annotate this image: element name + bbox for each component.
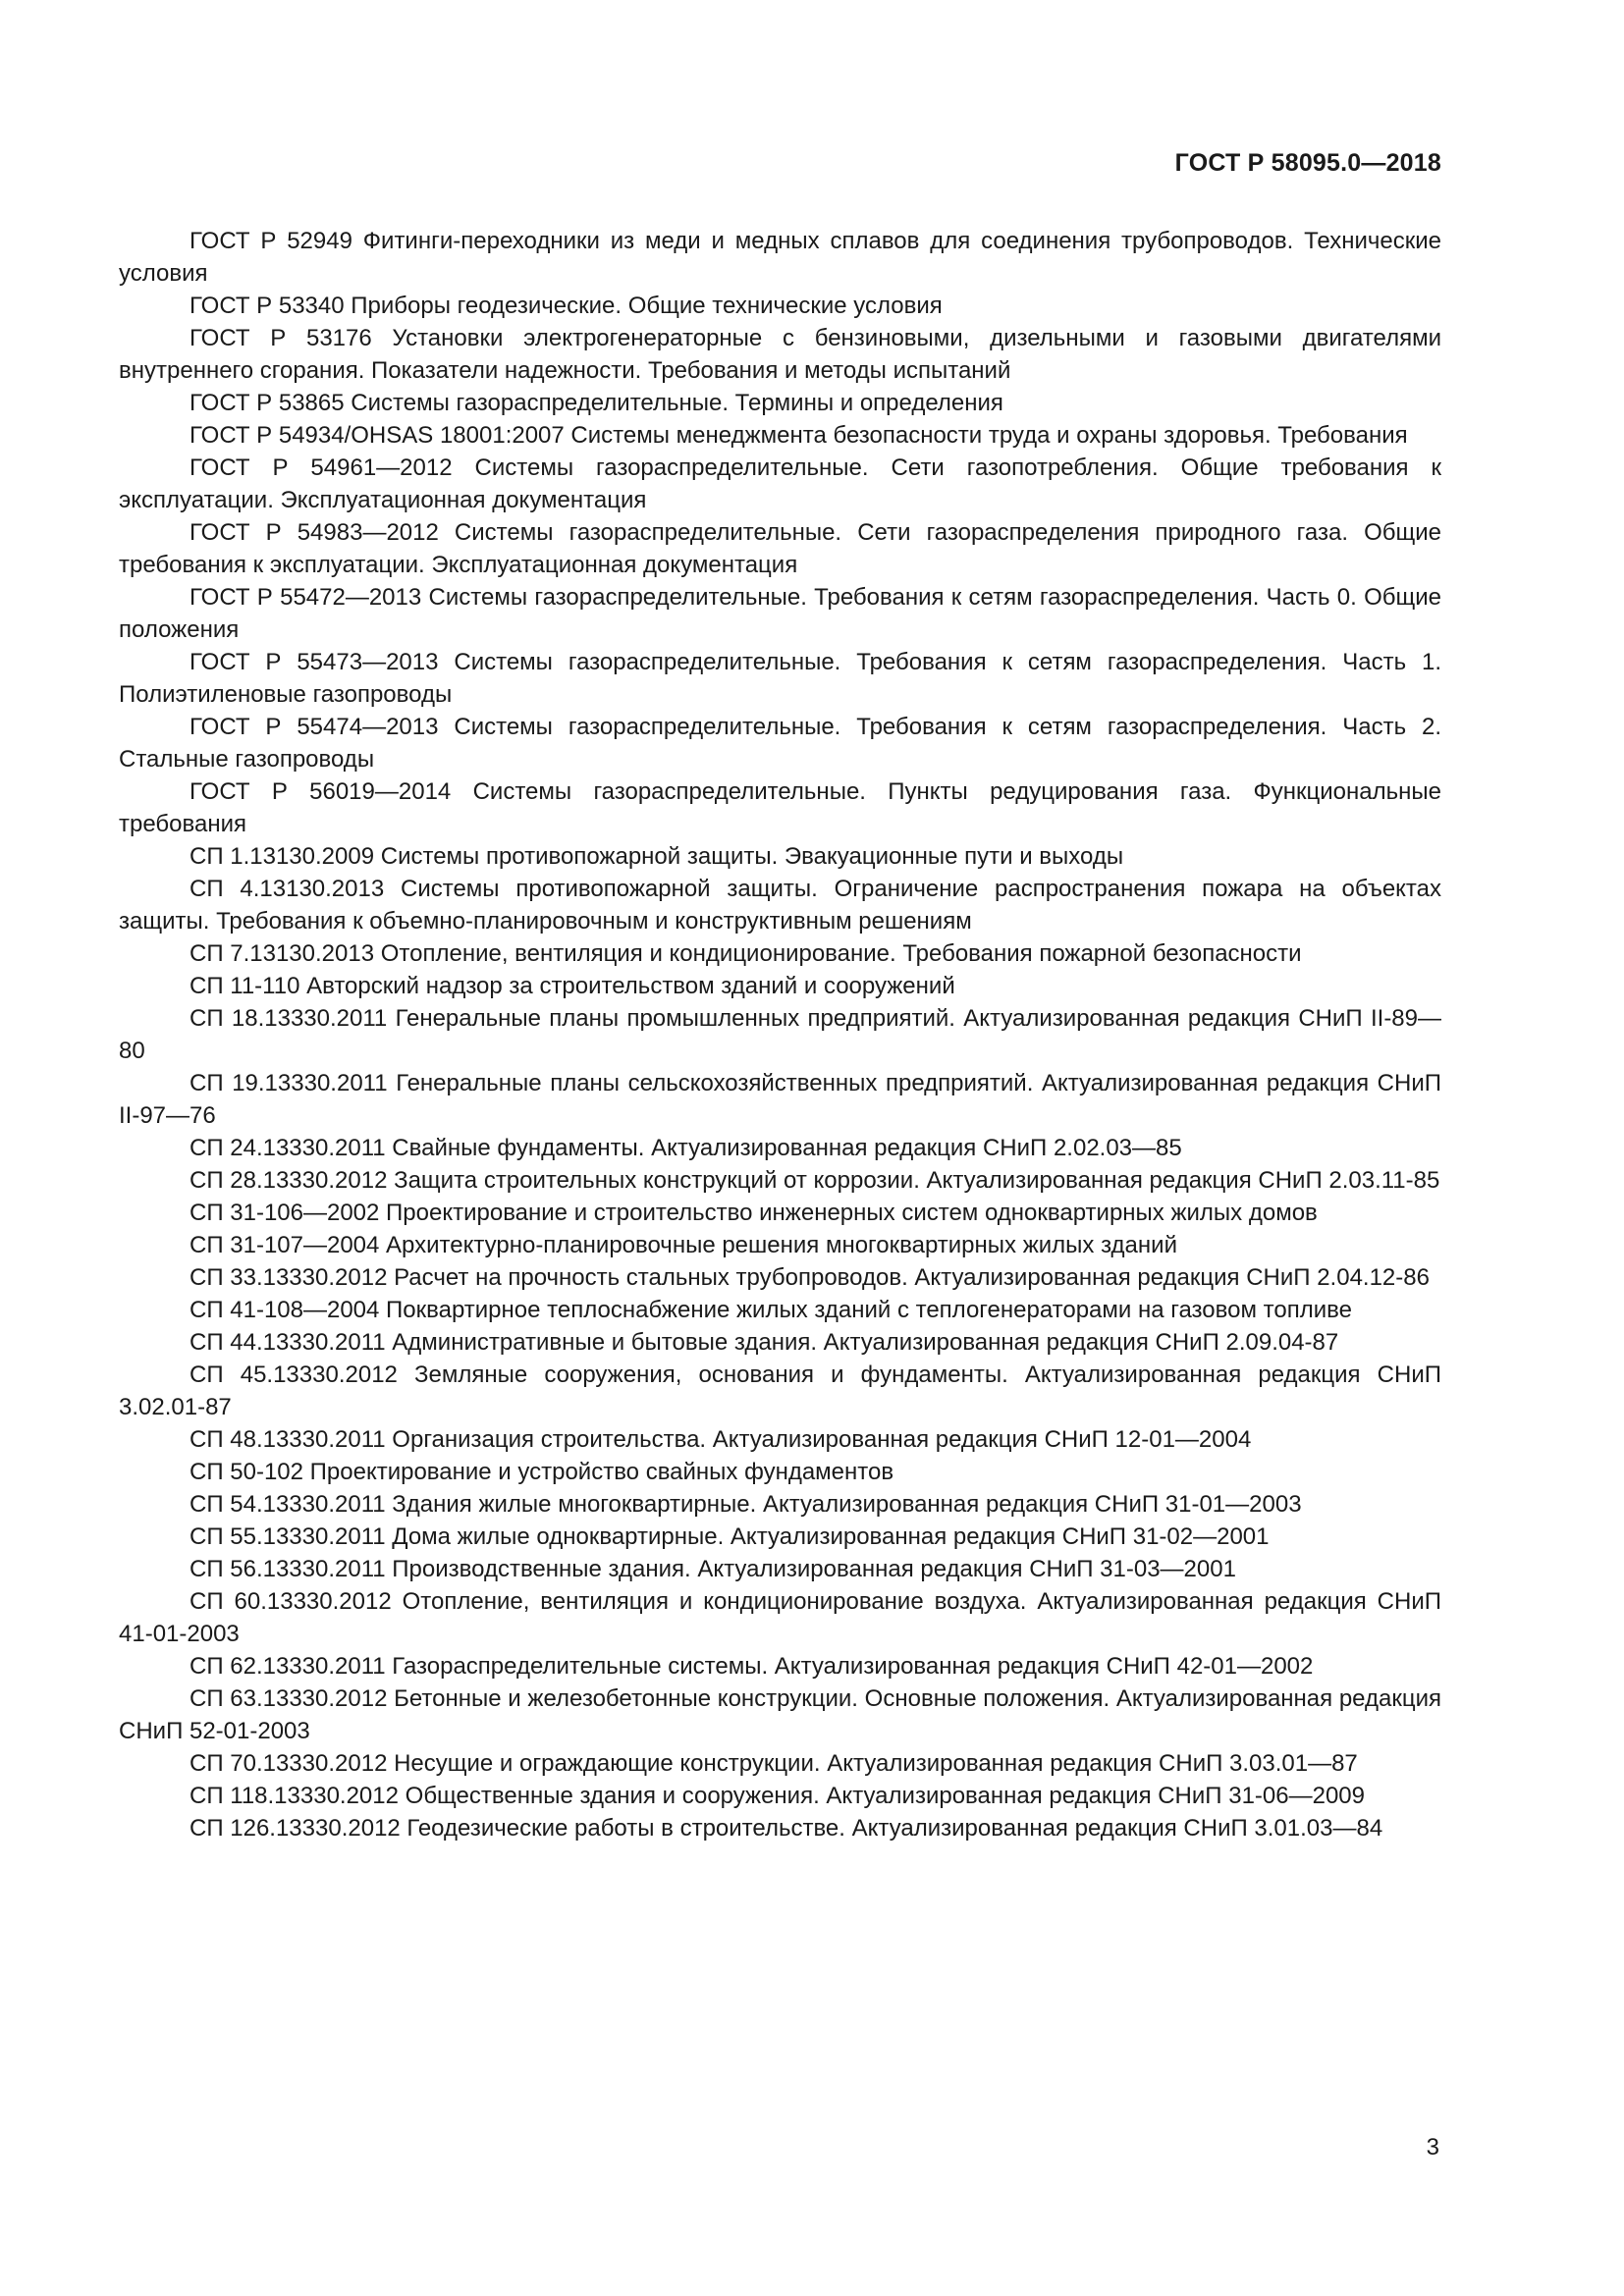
reference-item: СП 28.13330.2012 Защита строительных конструкций от коррозии. Актуализированная редакция СНиП 2.03.11-85 xyxy=(189,1167,1440,1194)
reference-item: СП 63.13330.2012 Бетонные и железобетонные конструкции. Основные положения. Актуализированная редакция СНиП 52-01-2003 xyxy=(119,1685,1441,1744)
reference-item: ГОСТ Р 53176 Установки электрогенераторные с бензиновыми, дизельными и газовыми двигателями внутреннего сгорания. Показатели надежности. Требования и методы испытаний xyxy=(119,325,1441,384)
reference-item: ГОСТ Р 54961—2012 Системы газораспределительные. Сети газопотребления. Общие требования к эксплуатации. Эксплуатационная документация xyxy=(119,454,1441,513)
reference-item: СП 62.13330.2011 Газораспределительные системы. Актуализированная редакция СНиП 42-01—2002 xyxy=(189,1653,1314,1680)
reference-item: ГОСТ Р 55472—2013 Системы газораспределительные. Требования к сетям газораспределения. Часть 0. Общие положения xyxy=(119,584,1441,643)
normative-references-list xyxy=(119,225,1441,1844)
reference-item: СП 24.13330.2011 Свайные фундаменты. Актуализированная редакция СНиП 2.02.03—85 xyxy=(189,1135,1182,1161)
reference-item: СП 44.13330.2011 Административные и бытовые здания. Актуализированная редакция СНиП 2.09.04-87 xyxy=(189,1329,1339,1356)
reference-item: СП 33.13330.2012 Расчет на прочность стальных трубопроводов. Актуализированная редакция СНиП 2.04.12-86 xyxy=(189,1264,1430,1291)
reference-item: СП 50-102 Проектирование и устройство свайных фундаментов xyxy=(189,1459,894,1485)
reference-item: СП 18.13330.2011 Генеральные планы промышленных предприятий. Актуализированная редакция СНиП II-89—80 xyxy=(119,1005,1441,1064)
reference-item: СП 70.13330.2012 Несущие и ограждающие конструкции. Актуализированная редакция СНиП 3.03.01—87 xyxy=(189,1750,1358,1777)
reference-item: СП 19.13330.2011 Генеральные планы сельскохозяйственных предприятий. Актуализированная редакция СНиП II-97—76 xyxy=(119,1070,1441,1129)
reference-item: СП 7.13130.2013 Отопление, вентиляция и кондиционирование. Требования пожарной безопасности xyxy=(189,940,1302,967)
reference-item: СП 118.13330.2012 Общественные здания и сооружения. Актуализированная редакция СНиП 31-06—2009 xyxy=(189,1783,1365,1809)
reference-item: СП 48.13330.2011 Организация строительства. Актуализированная редакция СНиП 12-01—2004 xyxy=(189,1426,1252,1453)
reference-item: ГОСТ Р 52949 Фитинги-переходники из меди и медных сплавов для соединения трубопроводов. Технические условия xyxy=(119,228,1441,287)
reference-item: СП 54.13330.2011 Здания жилые многоквартирные. Актуализированная редакция СНиП 31-01—2003 xyxy=(189,1491,1302,1518)
reference-item: СП 60.13330.2012 Отопление, вентиляция и кондиционирование воздуха. Актуализированная редакция СНиП 41-01-2003 xyxy=(119,1588,1441,1647)
reference-item: СП 41-108—2004 Поквартирное теплоснабжение жилых зданий с теплогенераторами на газовом топливе xyxy=(189,1297,1352,1323)
reference-item: СП 45.13330.2012 Земляные сооружения, основания и фундаменты. Актуализированная редакция СНиП 3.02.01-87 xyxy=(119,1362,1441,1420)
reference-item: СП 55.13330.2011 Дома жилые одноквартирные. Актуализированная редакция СНиП 31-02—2001 xyxy=(189,1523,1270,1550)
reference-item: СП 56.13330.2011 Производственные здания. Актуализированная редакция СНиП 31-03—2001 xyxy=(189,1556,1236,1582)
reference-item: ГОСТ Р 53865 Системы газораспределительные. Термины и определения xyxy=(189,390,1003,416)
reference-item: ГОСТ Р 55473—2013 Системы газораспределительные. Требования к сетям газораспределения. Часть 1. Полиэтиленовые газопроводы xyxy=(119,649,1441,708)
reference-item: СП 31-106—2002 Проектирование и строительство инженерных систем одноквартирных жилых домов xyxy=(189,1200,1318,1226)
reference-item: СП 126.13330.2012 Геодезические работы в строительстве. Актуализированная редакция СНиП 3.01.03—84 xyxy=(189,1815,1383,1842)
reference-item: СП 11-110 Авторский надзор за строительством зданий и сооружений xyxy=(189,973,955,999)
reference-item: ГОСТ Р 55474—2013 Системы газораспределительные. Требования к сетям газораспределения. Часть 2. Стальные газопроводы xyxy=(119,714,1441,773)
reference-item: ГОСТ Р 54983—2012 Системы газораспределительные. Сети газораспределения природного газа. Общие требования к эксплуатации. Эксплуатационная документация xyxy=(119,519,1441,578)
reference-item: ГОСТ Р 56019—2014 Системы газораспределительные. Пункты редуцирования газа. Функциональные требования xyxy=(119,778,1441,837)
reference-item: ГОСТ Р 54934/OHSAS 18001:2007 Системы менеджмента безопасности труда и охраны здоровья. Требования xyxy=(189,422,1408,449)
reference-item: СП 4.13130.2013 Системы противопожарной защиты. Ограничение распространения пожара на объектах защиты. Требования к объемно-планировочным и конструктивным решениям xyxy=(119,876,1441,934)
reference-item: СП 1.13130.2009 Системы противопожарной защиты. Эвакуационные пути и выходы xyxy=(189,843,1124,870)
page-number: 3 xyxy=(1426,2134,1439,2161)
reference-item: СП 31-107—2004 Архитектурно-планировочные решения многоквартирных жилых зданий xyxy=(189,1232,1177,1258)
standard-designation: ГОСТ Р 58095.0—2018 xyxy=(1174,149,1441,177)
reference-item: ГОСТ Р 53340 Приборы геодезические. Общие технические условия xyxy=(189,293,943,319)
